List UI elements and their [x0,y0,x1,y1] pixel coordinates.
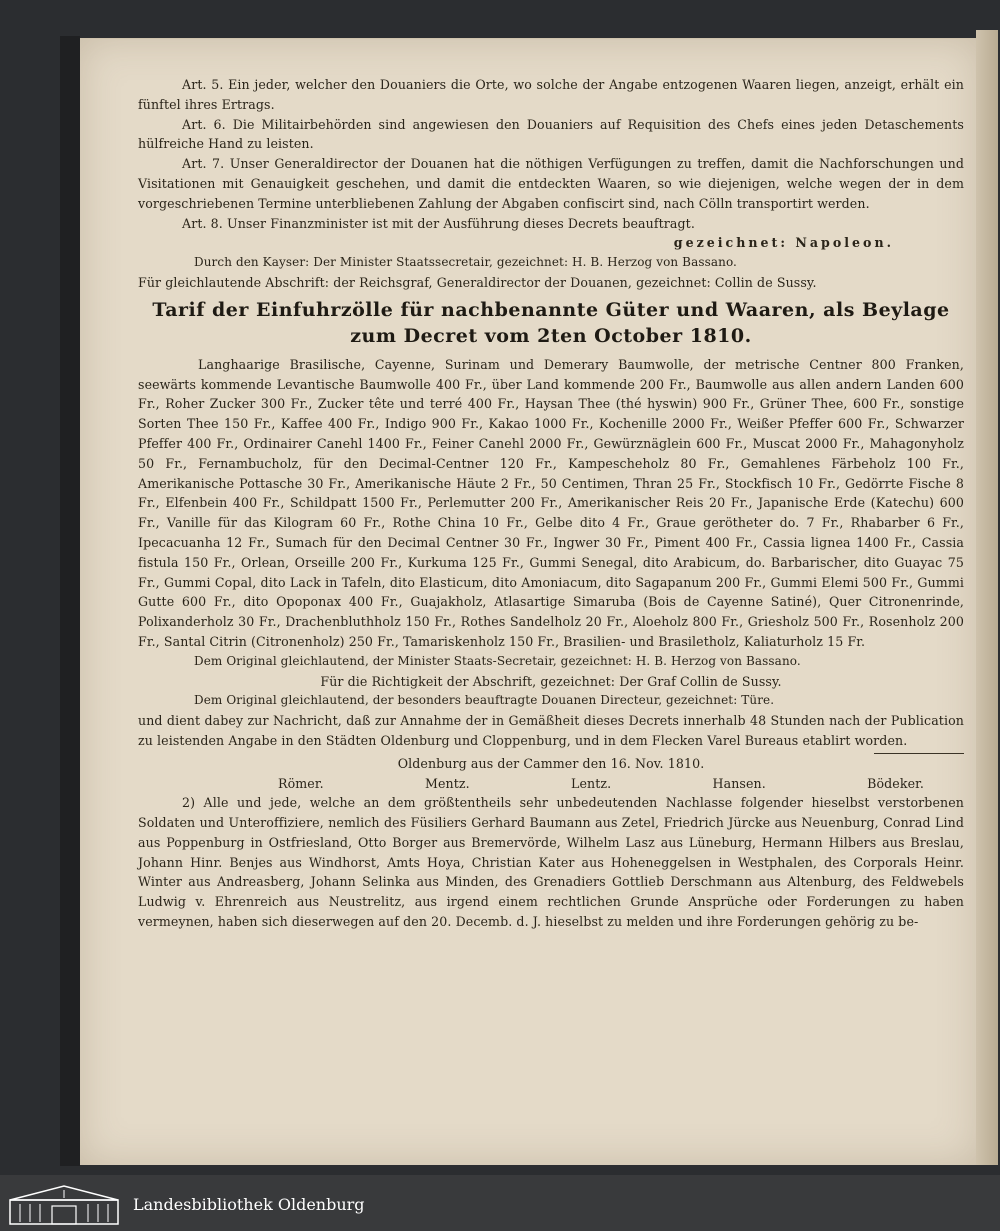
signatories [138,774,964,794]
page-shadow [60,36,80,1166]
library-building-logo[interactable] [8,1184,120,1226]
tariff-heading [138,297,964,349]
certified-copy-line: Für gleichlautende Abschrift: der Reichsgraf, Generaldirector der Douanen, gezeichnet: Collin de Sussy. [138,274,817,290]
signature-napoleon: gezeichnet: Napoleon. [673,235,894,251]
page-edge [976,30,998,1165]
signatory-name-right: Bödeker. [867,775,924,791]
article-6: Art. 6. Die Militairbehörden sind angewiesen den Douaniers auf Requisition des Chefs eines jeden Detaschements hülfreiche Hand zu leisten. [138,116,964,152]
accuracy-line: Für die Richtigkeit der Abschrift, gezeichnet: Der Graf Collin de Sussy. [320,673,782,689]
signatory-name: Lentz. [571,775,612,791]
notice-paragraph: und dient dabey zur Nachricht, daß zur Annahme der in Gemäßheit dieses Decrets innerhalb 48 Stunden nach der Publication zu leistenden Angabe in den Städten Oldenburg und Cloppenburg, und in dem Flecken Varel Bureaus etablirt worden. [138,713,964,748]
tariff-subtitle: zum Decret vom 2ten October 1810. [350,324,752,347]
signatory-name: Römer. [278,775,324,791]
signatory-name: Hansen. [712,775,766,791]
date-line: Oldenburg aus der Cammer den 16. Nov. 1810. [397,755,705,771]
library-name[interactable]: Landesbibliothek Oldenburg [133,1195,365,1214]
tariff-list: Langhaarige Brasilische, Cayenne, Surinam und Demerary Baumwolle, der metrische Centner 800 Franken, seewärts kommende Levantische Baumwolle 400 Fr., über Land kommende 200 Fr., Baumwolle aus allen andern Landen 600 Fr., Roher Zucker 300 Fr., Zucker tête und terré 400 Fr., Haysan Thee (thé hyswin) 900 Fr., Grüner Thee, 600 Fr., sonstige Sorten Thee 150 Fr., Kaffee 400 Fr., Indigo 900 Fr., Kakao 1000 Fr., Kochenille 2000 Fr., Weißer Pfeffer 600 Fr., Schwarzer Pfeffer 400 Fr., Ordinairer Canehl 1400 Fr., Feiner Canehl 2000 Fr., Gewürznäglein 600 Fr., Muscat 2000 Fr., Mahagonyholz 50 Fr., Fernambucholz, für den Decimal-Centner 120 Fr., Kampescheholz 80 Fr., Gemahlenes Färbeholz 100 Fr., Amerikanische Pottasche 30 Fr., Amerikanische Häute 2 Fr., 50 Centimen, Thran 25 Fr., Stockfisch 10 Fr., Gedörrte Fische 8 Fr., Elfenbein 400 Fr., Schildpatt 1500 Fr., Perlemutter 200 Fr., Amerikanischer Reis 20 Fr., Japanische Erde (Katechu) 600 Fr., Vanille für das Kilogram 60 Fr., Rothe China 10 Fr., Gelbe dito 4 Fr., Graue gerötheter do. 7 Fr., Rhabarber 6 Fr., Ipecacuanha 12 Fr., Sumach für den Decimal Centner 30 Fr., Ingwer 30 Fr., Piment 400 Fr., Cassia lignea 1400 Fr., Cassia fistula 150 Fr., Orlean, Orseille 200 Fr., Kurkuma 125 Fr., Gummi Senegal, dito Arabicum, do. Barbarischer, dito Guayac 75 Fr., Gummi Copal, dito Lack in Tafeln, dito Elasticum, dito Amoniacum, dito Sagapanum 200 Fr., Gummi Elemi 500 Fr., Gummi Gutte 600 Fr., dito Opoponax 400 Fr., Guajakholz, Atlasartige Simaruba (Bois de Cayenne Satiné), Quer Citronenrinde, Polixanderholz 30 Fr., Drachenbluthholz 150 Fr., Rothes Sandelholz 20 Fr., Aloeholz 800 Fr., Griesholz 500 Fr., Rosenholz 200 Fr., Santal Citrin (Citronenholz) 250 Fr., Tamariskenholz 150 Fr., Brasilien- und Brasiletholz, Kaliaturholz 15 Fr. [138,356,964,649]
section-2-paragraph: 2) Alle und jede, welche an dem größtentheils sehr unbedeutenden Nachlasse folgender hieselbst verstorbenen Soldaten und Unteroffiziere, nemlich des Füsiliers Gerhard Baumann aus Zetel, Friedrich Jürcke aus Neuenburg, Conrad Lind aus Poppenburg in Ostfriesland, Otto Borger aus Bremervörde, Wilhelm Lasz aus Lüneburg, Hermann Hilbers aus Breslau, Johann Hinr. Benjes aus Windhorst, Amts Hoya, Christian Kater aus Hoheneggelsen in Westphalen, des Corporals Heinr. Winter aus Andreasberg, Johann Selinka aus Minden, des Grenadiers Gottlieb Derschmann aus Altenburg, des Feldwebels Ludwig v. Ehrenreich aus Neustrelitz, aus irgend einem rechtlichen Grunde Ansprüche oder Forderungen zu haben vermeynen, haben sich dieserwegen auf den 20. Decemb. d. J. hieselbst zu melden und ihre Forderungen gehörig zu be- [138,795,964,930]
tariff-title: Tarif der Einfuhrzölle für nachbenannte Güter und Waaren, als Beylage [152,298,950,321]
document-text [138,75,964,932]
original-director-line: Dem Original gleichlautend, der besonders beauftragte Douanen Directeur, gezeichnet: Türe. [194,693,775,708]
article-7: Art. 7. Unser Generaldirector der Douanen hat die nöthigen Verfügungen zu treffen, damit die Nachforschungen und Visitationen mit Genauigkeit geschehen, und damit die entdeckten Waaren, so wie diejenigen, welche wegen der in dem vorgeschriebenen Termine unterbliebenen Zahlung der Abgaben confiscirt sind, nach Cölln transportirt werden. [138,156,964,211]
original-same-line: Dem Original gleichlautend, der Minister Staats-Secretair, gezeichnet: H. B. Herzog von Bassano. [194,653,801,668]
by-emperor-line: Durch den Kayser: Der Minister Staatssecretair, gezeichnet: H. B. Herzog von Bassano. [194,255,737,270]
article-5: Art. 5. Ein jeder, welcher den Douaniers die Orte, wo solche der Angabe entzogenen Waaren liegen, anzeigt, erhält ein fünftel ihres Ertrags. [138,77,964,112]
article-8: Art. 8. Unser Finanzminister ist mit der Ausführung dieses Decrets beauftragt. [182,215,695,231]
signatory-name: Mentz. [424,775,470,791]
